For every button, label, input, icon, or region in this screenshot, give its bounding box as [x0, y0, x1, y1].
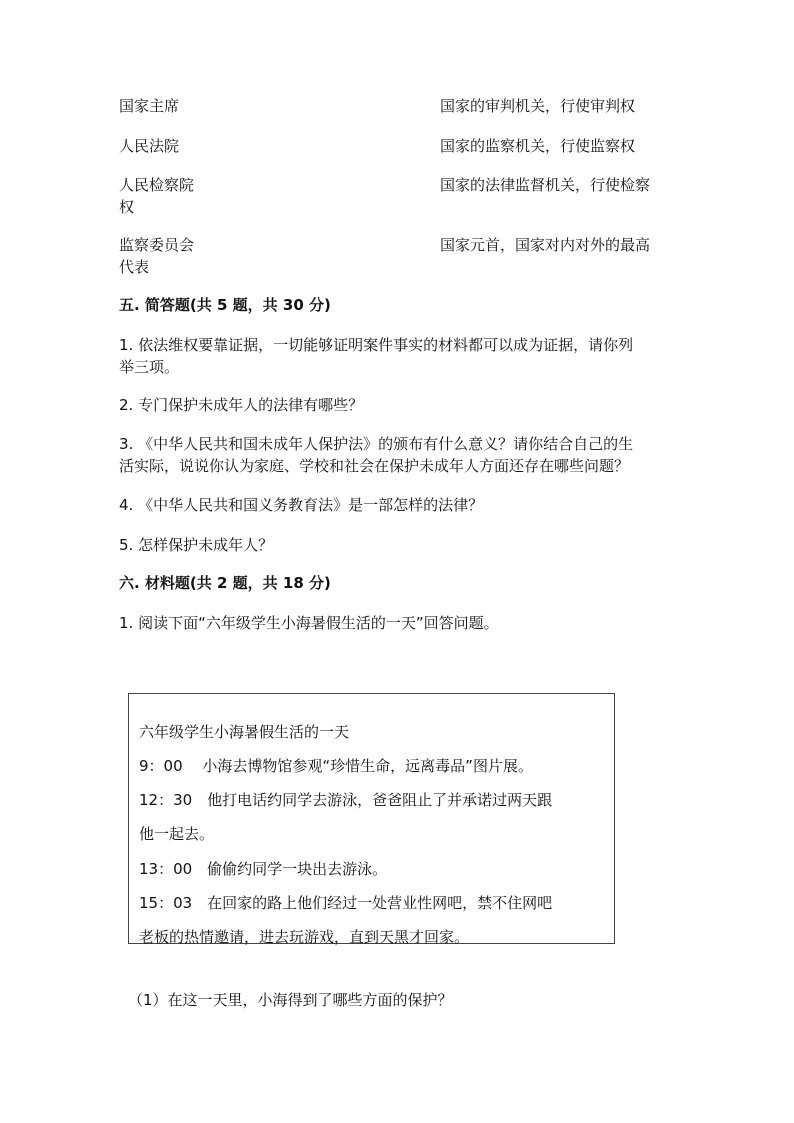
material-box-line-3: 他一起去。: [139, 825, 215, 843]
matching-left-item-4-cont: 代表: [119, 258, 150, 276]
material-box-line-4: 13：00 偷偷约同学一块出去游泳。: [139, 860, 388, 878]
section6-question-1: 1. 阅读下面“六年级学生小海暑假生活的一天”回答问题。: [119, 614, 499, 632]
section5-question-5: 5. 怎样保护未成年人？: [119, 536, 274, 554]
section5-heading: 五. 简答题(共 5 题，共 30 分): [119, 296, 331, 314]
material-box-title: 六年级学生小海暑假生活的一天: [139, 723, 350, 741]
matching-left-item-4: 监察委员会: [119, 236, 195, 254]
matching-left-item-3: 人民检察院: [119, 176, 195, 194]
section5-question-3-line2: 活实际，说说你认为家庭、学校和社会在保护未成年人方面还存在哪些问题？: [119, 457, 630, 475]
matching-right-item-4: 国家元首，国家对内对外的最高: [440, 236, 651, 254]
section5-question-2: 2. 专门保护未成年人的法律有哪些？: [119, 396, 364, 414]
section6-heading: 六. 材料题(共 2 题，共 18 分): [119, 574, 331, 592]
matching-left-item-1: 国家主席: [119, 97, 180, 115]
matching-left-item-2: 人民法院: [119, 137, 180, 155]
material-box-line-1: 9：00 小海去博物馆参观“珍惜生命，远离毒品”图片展。: [139, 757, 533, 775]
matching-left-item-3-cont: 权: [119, 198, 135, 216]
material-box-line-6: 老板的热情邀请，进去玩游戏，直到天黑才回家。: [139, 928, 470, 946]
matching-right-item-3: 国家的法律监督机关，行使检察: [440, 176, 651, 194]
section5-question-4: 4. 《中华人民共和国义务教育法》是一部怎样的法律？: [119, 496, 484, 514]
matching-right-item-2: 国家的监察机关，行使监察权: [440, 137, 636, 155]
matching-right-item-1: 国家的审判机关，行使审判权: [440, 97, 636, 115]
material-box-line-2: 12：30 他打电话约同学去游泳，爸爸阻止了并承诺过两天跟: [139, 791, 553, 809]
section5-question-1-line2: 举三项。: [119, 358, 180, 376]
section5-question-1-line1: 1. 依法维权要靠证据，一切能够证明案件事实的材料都可以成为证据，请你列: [119, 336, 634, 354]
section5-question-3-line1: 3. 《中华人民共和国未成年人保护法》的颁布有什么意义？请你结合自己的生: [119, 435, 634, 453]
section6-subquestion-1: （1）在这一天里，小海得到了哪些方面的保护？: [128, 991, 453, 1009]
material-box: [128, 693, 615, 944]
material-box-line-5: 15：03 在回家的路上他们经过一处营业性网吧，禁不住网吧: [139, 894, 553, 912]
